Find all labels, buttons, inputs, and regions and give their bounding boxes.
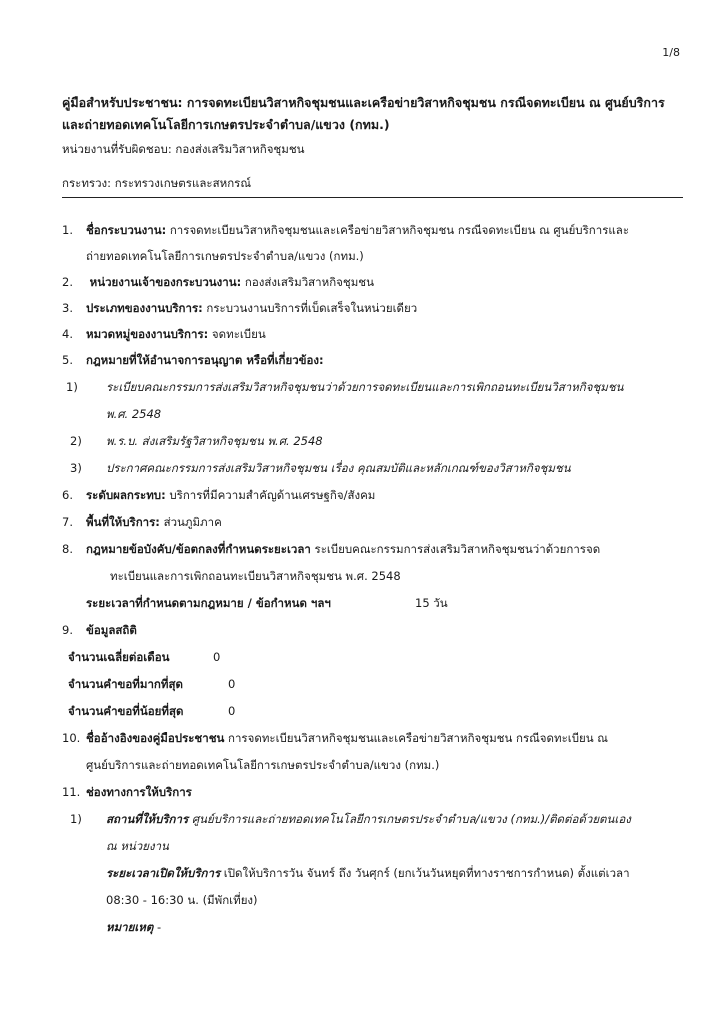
item-reference-name — [62, 726, 608, 750]
law-number: 3) — [70, 461, 82, 475]
hours-label: ระยะเวลาเปิดให้บริการ — [106, 866, 221, 880]
stat-label: จำนวนคำขอที่มากที่สุด — [68, 677, 183, 691]
legal-period-value: 15 วัน — [415, 596, 448, 610]
legal-period-label: ระยะเวลาที่กำหนดตามกฎหมาย / ข้อกำหนด ฯลฯ — [86, 596, 331, 610]
law-number: 2) — [70, 434, 82, 448]
item-value: บริการที่มีความสำคัญด้านเศรษฐกิจ/สังคม — [169, 488, 376, 502]
item-label: หมวดหมู่ของงานบริการ: — [86, 327, 209, 341]
item-label: หน่วยงานเจ้าของกระบวนงาน: — [89, 275, 242, 289]
stat-row — [68, 699, 183, 723]
item-label: ระดับผลกระทบ: — [86, 488, 166, 502]
header-divider — [62, 197, 683, 198]
document-title: คู่มือสำหรับประชาชน: การจดทะเบียนวิสาหกิจชุมชนและเครือข่ายวิสาหกิจชุมชน กรณีจดทะเบียน ณ ศูนย์บริการและถ่ายทอดเทคโนโลยีการเกษตรประจำตำบล/แขวง (กทม.) — [62, 95, 665, 132]
channel-place — [106, 807, 631, 831]
item-process-name — [62, 218, 629, 242]
item-label: ช่องทางการให้บริการ — [86, 785, 192, 799]
law-title-continued: พ.ศ. 2548 — [106, 407, 162, 421]
item-label: ชื่ออ้างอิงของคู่มือประชาชน — [86, 731, 225, 745]
item-value: การจดทะเบียนวิสาหกิจชุมชนและเครือข่ายวิสาหกิจชุมชน กรณีจดทะเบียน ณ — [228, 731, 608, 745]
item-value: จดทะเบียน — [211, 327, 266, 341]
item-number: 5. — [62, 353, 73, 367]
item-value-continued: ถ่ายทอดเทคโนโลยีการเกษตรประจำตำบล/แขวง (กทม.) — [86, 249, 364, 263]
stat-value: 0 — [228, 677, 236, 691]
item-number: 11. — [62, 785, 81, 799]
note-value: - — [157, 920, 162, 934]
law-title: พ.ร.บ. ส่งเสริมรัฐวิสาหกิจชุมชน พ.ศ. 2548 — [106, 434, 323, 448]
hours-value-continued: 08:30 - 16:30 น. (มีพักเที่ยง) — [106, 893, 258, 907]
item-number: 2. — [62, 275, 73, 289]
channel-hours — [106, 861, 630, 885]
item-owner-agency — [62, 270, 374, 294]
item-label: ประเภทของงานบริการ: — [86, 301, 203, 315]
item-service-category — [62, 322, 266, 346]
item-value-continued: ศูนย์บริการและถ่ายทอดเทคโนโลยีการเกษตรประจำตำบล/แขวง (กทม.) — [86, 758, 440, 772]
law-title: ประกาศคณะกรรมการส่งเสริมวิสาหกิจชุมชน เรื่อง คุณสมบัติและหลักเกณฑ์ของวิสาหกิจชุมชน — [106, 461, 571, 475]
stat-value: 0 — [213, 650, 221, 664]
item-impact-level — [62, 483, 375, 507]
item-number: 7. — [62, 515, 73, 529]
item-service-area — [62, 510, 222, 534]
channel-note — [106, 915, 161, 939]
channel-number: 1) — [70, 812, 82, 826]
responsible-agency — [62, 141, 305, 159]
place-value: ศูนย์บริการและถ่ายทอดเทคโนโลยีการเกษตรประจำตำบล/แขวง (กทม.)/ติดต่อด้วยตนเอง — [191, 812, 631, 826]
place-value-continued: ณ หน่วยงาน — [106, 839, 169, 853]
stat-row — [68, 645, 169, 669]
stat-label: จำนวนเฉลี่ยต่อเดือน — [68, 650, 170, 664]
item-label: ชื่อกระบวนงาน: — [86, 223, 167, 237]
law-title: ระเบียบคณะกรรมการส่งเสริมวิสาหกิจชุมชนว่าด้วยการจดทะเบียนและการเพิกถอนทะเบียนวิสาหกิจชุมชน — [106, 380, 624, 394]
stat-value: 0 — [228, 704, 236, 718]
item-value-continued: ทะเบียนและการเพิกถอนทะเบียนวิสาหกิจชุมชน พ.ศ. 2548 — [110, 569, 401, 583]
agency-value: กองส่งเสริมวิสาหกิจชุมชน — [175, 142, 305, 156]
item-label: พื้นที่ให้บริการ: — [86, 515, 160, 529]
stat-label: จำนวนคำขอที่น้อยที่สุด — [68, 704, 184, 718]
item-number: 4. — [62, 327, 73, 341]
item-number: 8. — [62, 542, 73, 556]
item-label: กฎหมายข้อบังคับ/ข้อตกลงที่กำหนดระยะเวลา — [86, 542, 311, 556]
item-regulation-period — [62, 537, 600, 561]
item-number: 3. — [62, 301, 73, 315]
item-number: 6. — [62, 488, 73, 502]
item-number: 10. — [62, 731, 81, 745]
item-number: 1. — [62, 223, 73, 237]
hours-value: เปิดให้บริการวัน จันทร์ ถึง วันศุกร์ (ยกเว้นวันหยุดที่ทางราชการกำหนด) ตั้งแต่เวลา — [223, 866, 630, 880]
legal-period — [86, 591, 331, 615]
item-related-laws — [62, 348, 324, 372]
item-statistics — [62, 618, 137, 642]
item-number: 9. — [62, 623, 73, 637]
item-value: การจดทะเบียนวิสาหกิจชุมชนและเครือข่ายวิสาหกิจชุมชน กรณีจดทะเบียน ณ ศูนย์บริการและ — [169, 223, 630, 237]
item-value: ระเบียบคณะกรรมการส่งเสริมวิสาหกิจชุมชนว่าด้วยการจด — [314, 542, 601, 556]
page-number: 1/8 — [662, 46, 680, 59]
law-number: 1) — [66, 380, 78, 394]
item-value: กองส่งเสริมวิสาหกิจชุมชน — [244, 275, 374, 289]
item-service-type — [62, 296, 417, 320]
place-label: สถานที่ให้บริการ — [106, 812, 189, 826]
item-service-channels — [62, 780, 192, 804]
agency-label: หน่วยงานที่รับผิดชอบ: — [62, 142, 172, 156]
ministry-label: กระทรวง: — [62, 176, 112, 190]
item-value: กระบวนงานบริการที่เบ็ดเสร็จในหน่วยเดียว — [206, 301, 418, 315]
ministry-value: กระทรวงเกษตรและสหกรณ์ — [114, 176, 251, 190]
item-label: ข้อมูลสถิติ — [86, 623, 137, 637]
ministry — [62, 175, 251, 193]
item-label: กฎหมายที่ให้อำนาจการอนุญาต หรือที่เกี่ยวข้อง: — [86, 353, 324, 367]
stat-row — [68, 672, 183, 696]
note-label: หมายเหตุ — [106, 920, 154, 934]
item-value: ส่วนภูมิภาค — [163, 515, 222, 529]
